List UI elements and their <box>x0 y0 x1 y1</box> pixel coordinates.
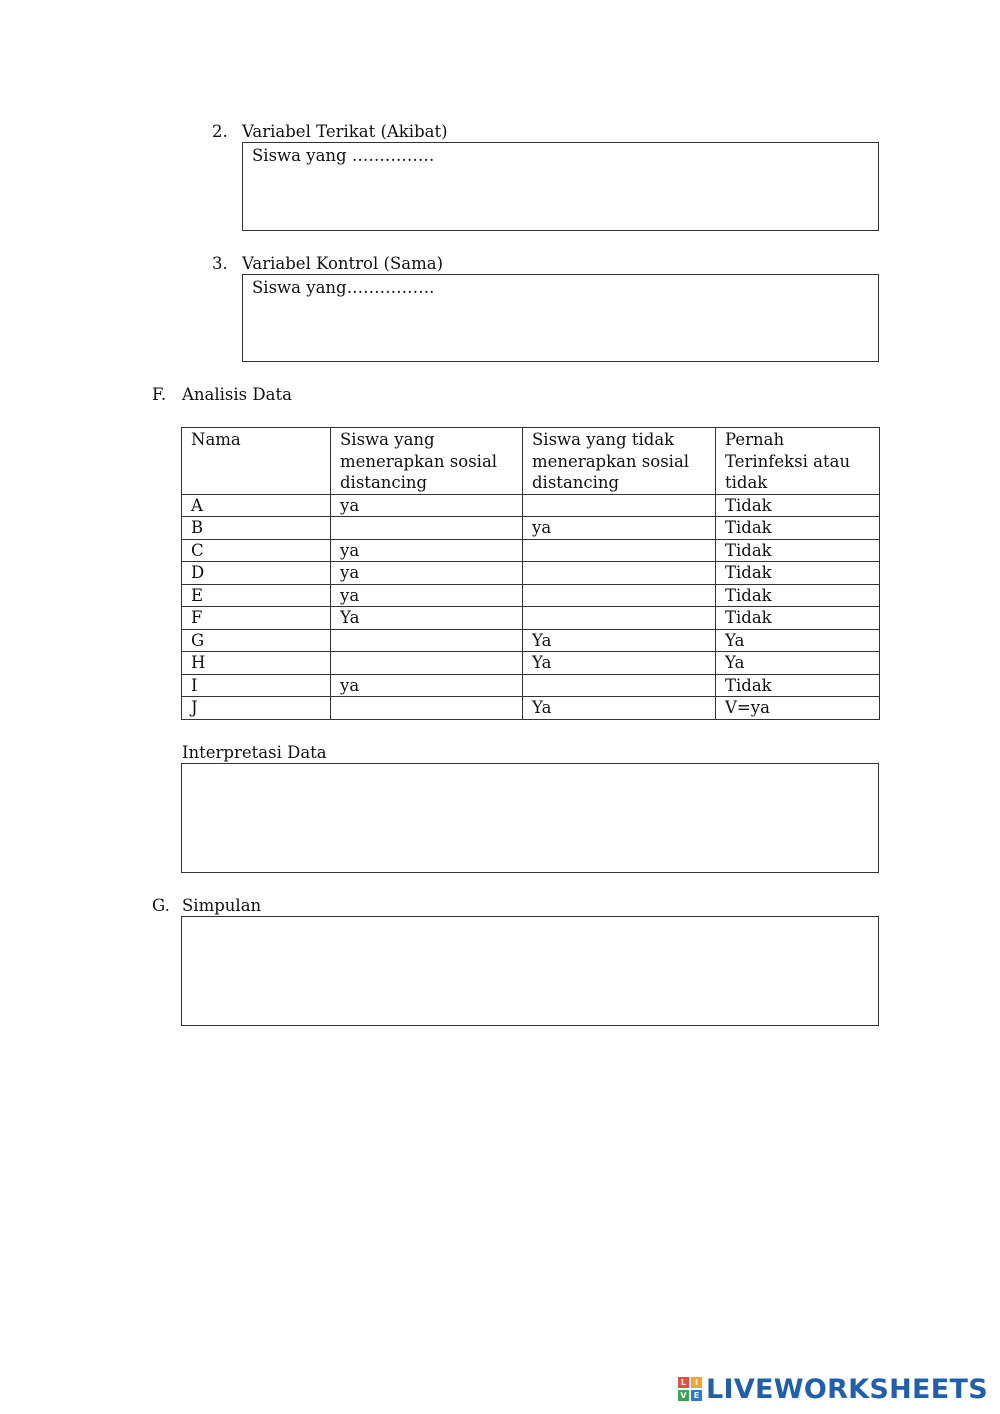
badge-letter: E <box>691 1390 702 1401</box>
cell-terinfeksi[interactable]: Tidak <box>716 539 880 562</box>
variabel-kontrol-title: Variabel Kontrol (Sama) <box>242 254 444 273</box>
analisis-letter: F. <box>152 385 167 404</box>
badge-letter: I <box>691 1377 702 1388</box>
cell-tidak-menerapkan[interactable] <box>523 562 716 585</box>
cell-tidak-menerapkan[interactable] <box>523 539 716 562</box>
header-tidak-menerapkan: Siswa yang tidak menerapkan sosial distancing <box>523 428 716 495</box>
cell-terinfeksi[interactable]: Tidak <box>716 494 880 517</box>
cell-nama: C <box>182 539 331 562</box>
cell-terinfeksi[interactable]: Tidak <box>716 517 880 540</box>
table-row <box>182 539 880 562</box>
cell-tidak-menerapkan[interactable]: Ya <box>523 629 716 652</box>
cell-tidak-menerapkan[interactable]: Ya <box>523 652 716 675</box>
cell-nama: B <box>182 517 331 540</box>
cell-nama: E <box>182 584 331 607</box>
header-nama: Nama <box>182 428 331 495</box>
table-row <box>182 607 880 630</box>
cell-nama: J <box>182 697 331 720</box>
liveworksheets-logo-text: LIVEWORKSHEETS <box>705 1373 988 1405</box>
cell-menerapkan[interactable]: ya <box>331 539 523 562</box>
interpretasi-answer-box[interactable] <box>181 763 879 873</box>
cell-terinfeksi[interactable]: Tidak <box>716 562 880 585</box>
cell-menerapkan[interactable] <box>331 629 523 652</box>
cell-menerapkan[interactable] <box>331 517 523 540</box>
table-row <box>182 562 880 585</box>
variabel-kontrol-answer-box[interactable] <box>242 274 879 362</box>
cell-nama: H <box>182 652 331 675</box>
analisis-data-table <box>181 427 880 720</box>
cell-terinfeksi[interactable]: Tidak <box>716 674 880 697</box>
cell-tidak-menerapkan[interactable]: Ya <box>523 697 716 720</box>
cell-nama: D <box>182 562 331 585</box>
liveworksheets-logo <box>678 1374 988 1404</box>
cell-menerapkan[interactable]: Ya <box>331 607 523 630</box>
cell-menerapkan[interactable]: ya <box>331 674 523 697</box>
cell-terinfeksi[interactable]: Tidak <box>716 584 880 607</box>
badge-letter: L <box>678 1377 689 1388</box>
liveworksheets-badge-icon <box>678 1377 702 1401</box>
cell-menerapkan[interactable] <box>331 697 523 720</box>
analisis-title: Analisis Data <box>182 385 292 404</box>
cell-nama: I <box>182 674 331 697</box>
cell-menerapkan[interactable] <box>331 652 523 675</box>
header-terinfeksi: Pernah Terinfeksi atau tidak <box>716 428 880 495</box>
simpulan-letter: G. <box>152 896 170 915</box>
badge-letter: V <box>678 1390 689 1401</box>
cell-terinfeksi[interactable]: Tidak <box>716 607 880 630</box>
table-row <box>182 697 880 720</box>
cell-nama: G <box>182 629 331 652</box>
cell-terinfeksi[interactable]: Ya <box>716 652 880 675</box>
table-row <box>182 517 880 540</box>
variabel-terikat-answer-text: Siswa yang …………… <box>252 146 435 165</box>
cell-tidak-menerapkan[interactable] <box>523 674 716 697</box>
table-header-row <box>182 428 880 495</box>
cell-menerapkan[interactable]: ya <box>331 494 523 517</box>
cell-tidak-menerapkan[interactable]: ya <box>523 517 716 540</box>
cell-tidak-menerapkan[interactable] <box>523 584 716 607</box>
cell-terinfeksi[interactable]: Ya <box>716 629 880 652</box>
table-row <box>182 652 880 675</box>
variabel-kontrol-answer-text: Siswa yang……………. <box>252 278 435 297</box>
table-row <box>182 674 880 697</box>
simpulan-answer-box[interactable] <box>181 916 879 1026</box>
cell-terinfeksi[interactable]: V=ya <box>716 697 880 720</box>
variabel-kontrol-number: 3. <box>212 254 228 273</box>
variabel-terikat-answer-box[interactable] <box>242 142 879 231</box>
table-row <box>182 494 880 517</box>
variabel-terikat-title: Variabel Terikat (Akibat) <box>242 122 448 141</box>
cell-menerapkan[interactable]: ya <box>331 584 523 607</box>
cell-tidak-menerapkan[interactable] <box>523 494 716 517</box>
header-menerapkan: Siswa yang menerapkan sosial distancing <box>331 428 523 495</box>
simpulan-title: Simpulan <box>182 896 262 915</box>
interpretasi-title: Interpretasi Data <box>182 743 327 762</box>
table-row <box>182 584 880 607</box>
cell-menerapkan[interactable]: ya <box>331 562 523 585</box>
table-row <box>182 629 880 652</box>
variabel-terikat-number: 2. <box>212 122 228 141</box>
cell-tidak-menerapkan[interactable] <box>523 607 716 630</box>
cell-nama: F <box>182 607 331 630</box>
cell-nama: A <box>182 494 331 517</box>
